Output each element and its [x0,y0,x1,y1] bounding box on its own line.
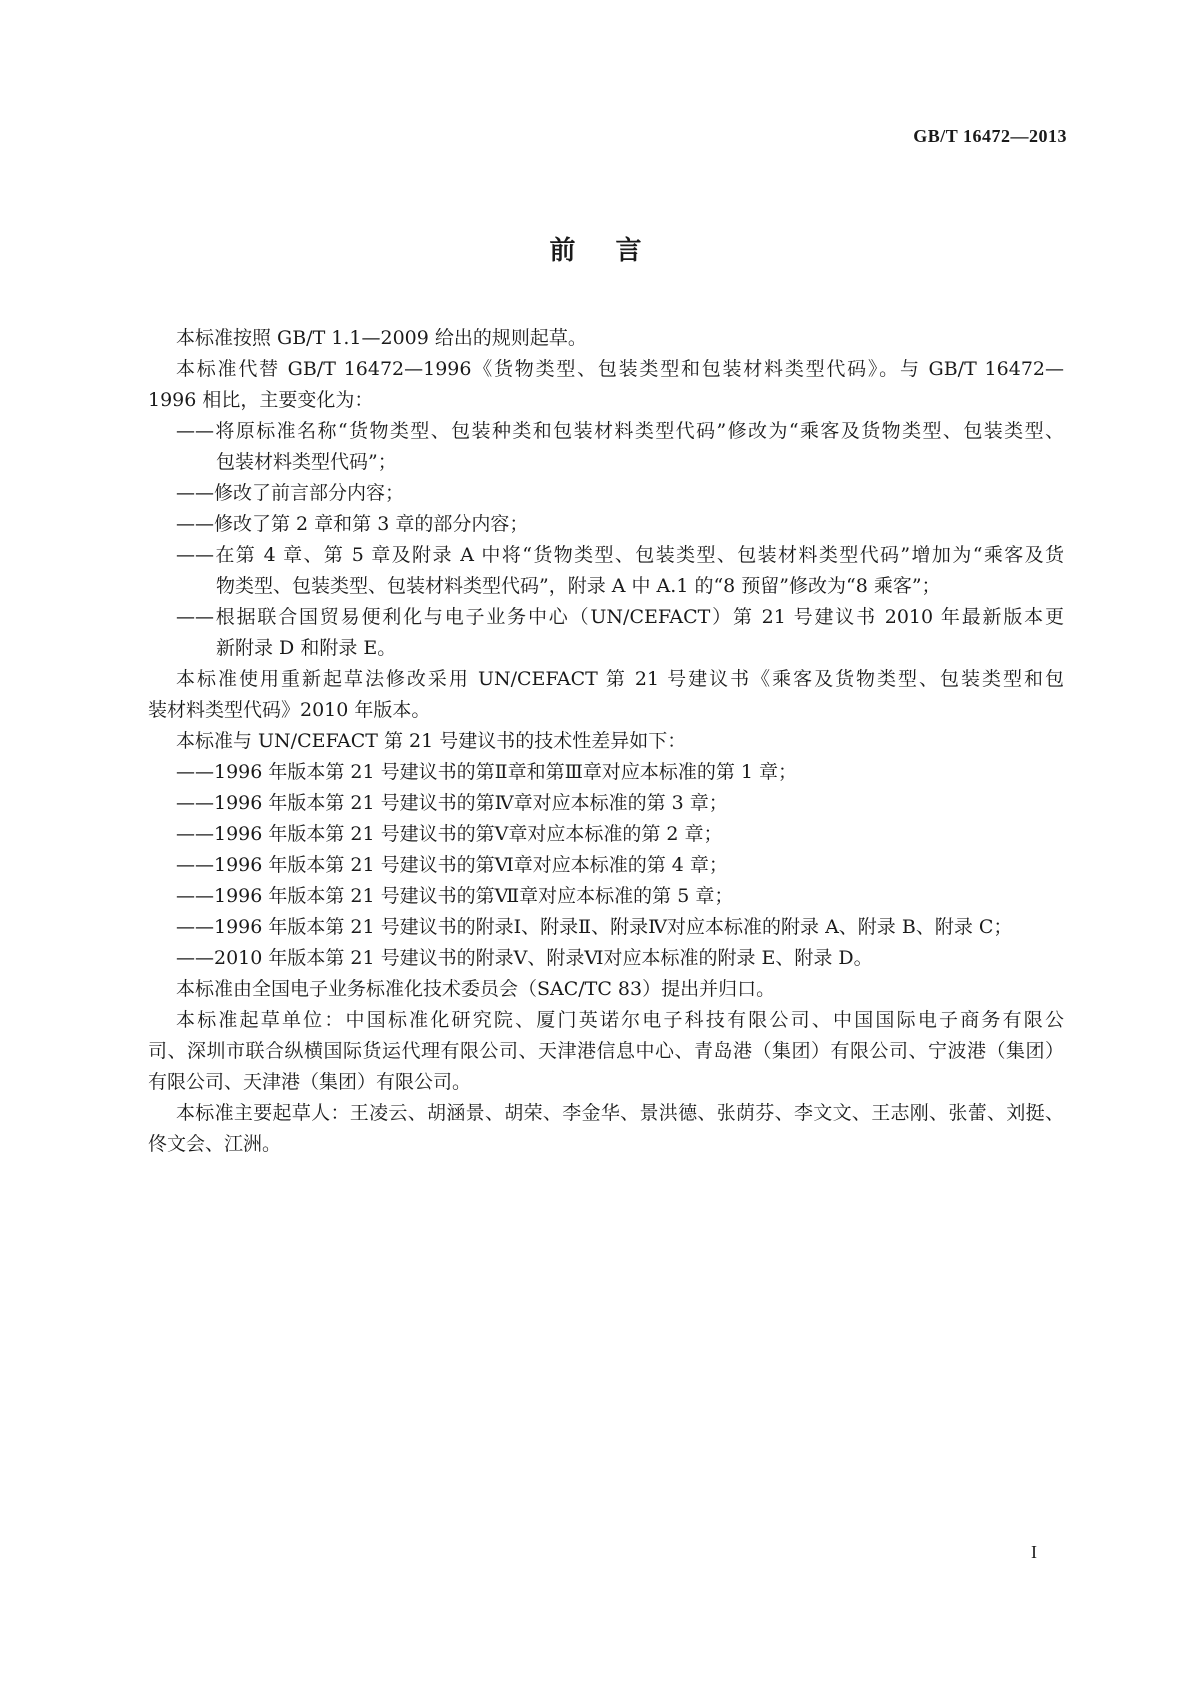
text-line: 本标准按照 GB/T 1.1—2009 给出的规则起草。 [176,327,587,349]
text-line: 本标准由全国电子业务标准化技术委员会（SAC/TC 83）提出并归口。 [176,978,776,1000]
page-number: I [1031,1542,1037,1562]
page-title: 前言 [549,236,682,266]
text-line: 物类型、包装类型、包装材料类型代码”，附录 A 中 A.1 的“8 预留”修改为“8 乘客”； [216,575,941,597]
text-line: ——1996 年版本第 21 号建议书的第Ⅶ章对应本标准的第 5 章； [176,885,734,907]
text-line: ——1996 年版本第 21 号建议书的第Ⅵ章对应本标准的第 4 章； [176,854,728,876]
text-line: 本标准使用重新起草法修改采用 UN/CEFACT 第 21 号建议书《乘客及货物类型、包装类型和包 [176,668,1064,690]
text-line: ——2010 年版本第 21 号建议书的附录Ⅴ、附录Ⅵ对应本标准的附录 E、附录 D。 [176,947,873,969]
standard-code-header: GB/T 16472—2013 [913,126,1067,146]
text-line: 1996 相比，主要变化为： [148,389,374,411]
text-line: ——将原标准名称“货物类型、包装种类和包装材料类型代码”修改为“乘客及货物类型、包装类型、 [176,420,1064,442]
text-line: ——1996 年版本第 21 号建议书的附录Ⅰ、附录Ⅱ、附录Ⅳ对应本标准的附录 A、附录 B、附录 C； [176,916,1013,938]
text-line: 新附录 D 和附录 E。 [216,637,397,659]
text-line: 有限公司、天津港（集团）有限公司。 [148,1071,472,1093]
text-line: ——根据联合国贸易便利化与电子业务中心（UN/CEFACT）第 21 号建议书 2010 年最新版本更 [176,606,1064,628]
text-line: 本标准与 UN/CEFACT 第 21 号建议书的技术性差异如下： [176,730,687,752]
text-line: 佟文会、江洲。 [148,1133,282,1155]
text-line: ——1996 年版本第 21 号建议书的第Ⅱ章和第Ⅲ章对应本标准的第 1 章； [176,761,798,783]
text-line: 装材料类型代码》2010 年版本。 [148,699,431,721]
foreword-body [148,323,1064,1160]
text-line: 本标准代替 GB/T 16472—1996《货物类型、包装类型和包装材料类型代码》。与 GB/T 16472— [176,358,1064,380]
text-line: 本标准主要起草人：王凌云、胡涵景、胡荣、李金华、景洪德、张荫芬、李文文、王志刚、张蕾、刘挺、 [176,1102,1064,1124]
text-line: 本标准起草单位：中国标准化研究院、厦门英诺尔电子科技有限公司、中国国际电子商务有限公 [176,1009,1064,1031]
text-line: ——1996 年版本第 21 号建议书的第Ⅴ章对应本标准的第 2 章； [176,823,723,845]
text-line: ——在第 4 章、第 5 章及附录 A 中将“货物类型、包装类型、包装材料类型代码”增加为“乘客及货 [176,544,1064,566]
text-line: ——修改了前言部分内容； [176,482,405,504]
text-line: 包装材料类型代码”； [216,451,397,473]
text-line: ——1996 年版本第 21 号建议书的第Ⅳ章对应本标准的第 3 章； [176,792,728,814]
text-line: ——修改了第 2 章和第 3 章的部分内容； [176,513,529,535]
text-line: 司、深圳市联合纵横国际货运代理有限公司、天津港信息中心、青岛港（集团）有限公司、宁波港（集团） [148,1040,1064,1062]
